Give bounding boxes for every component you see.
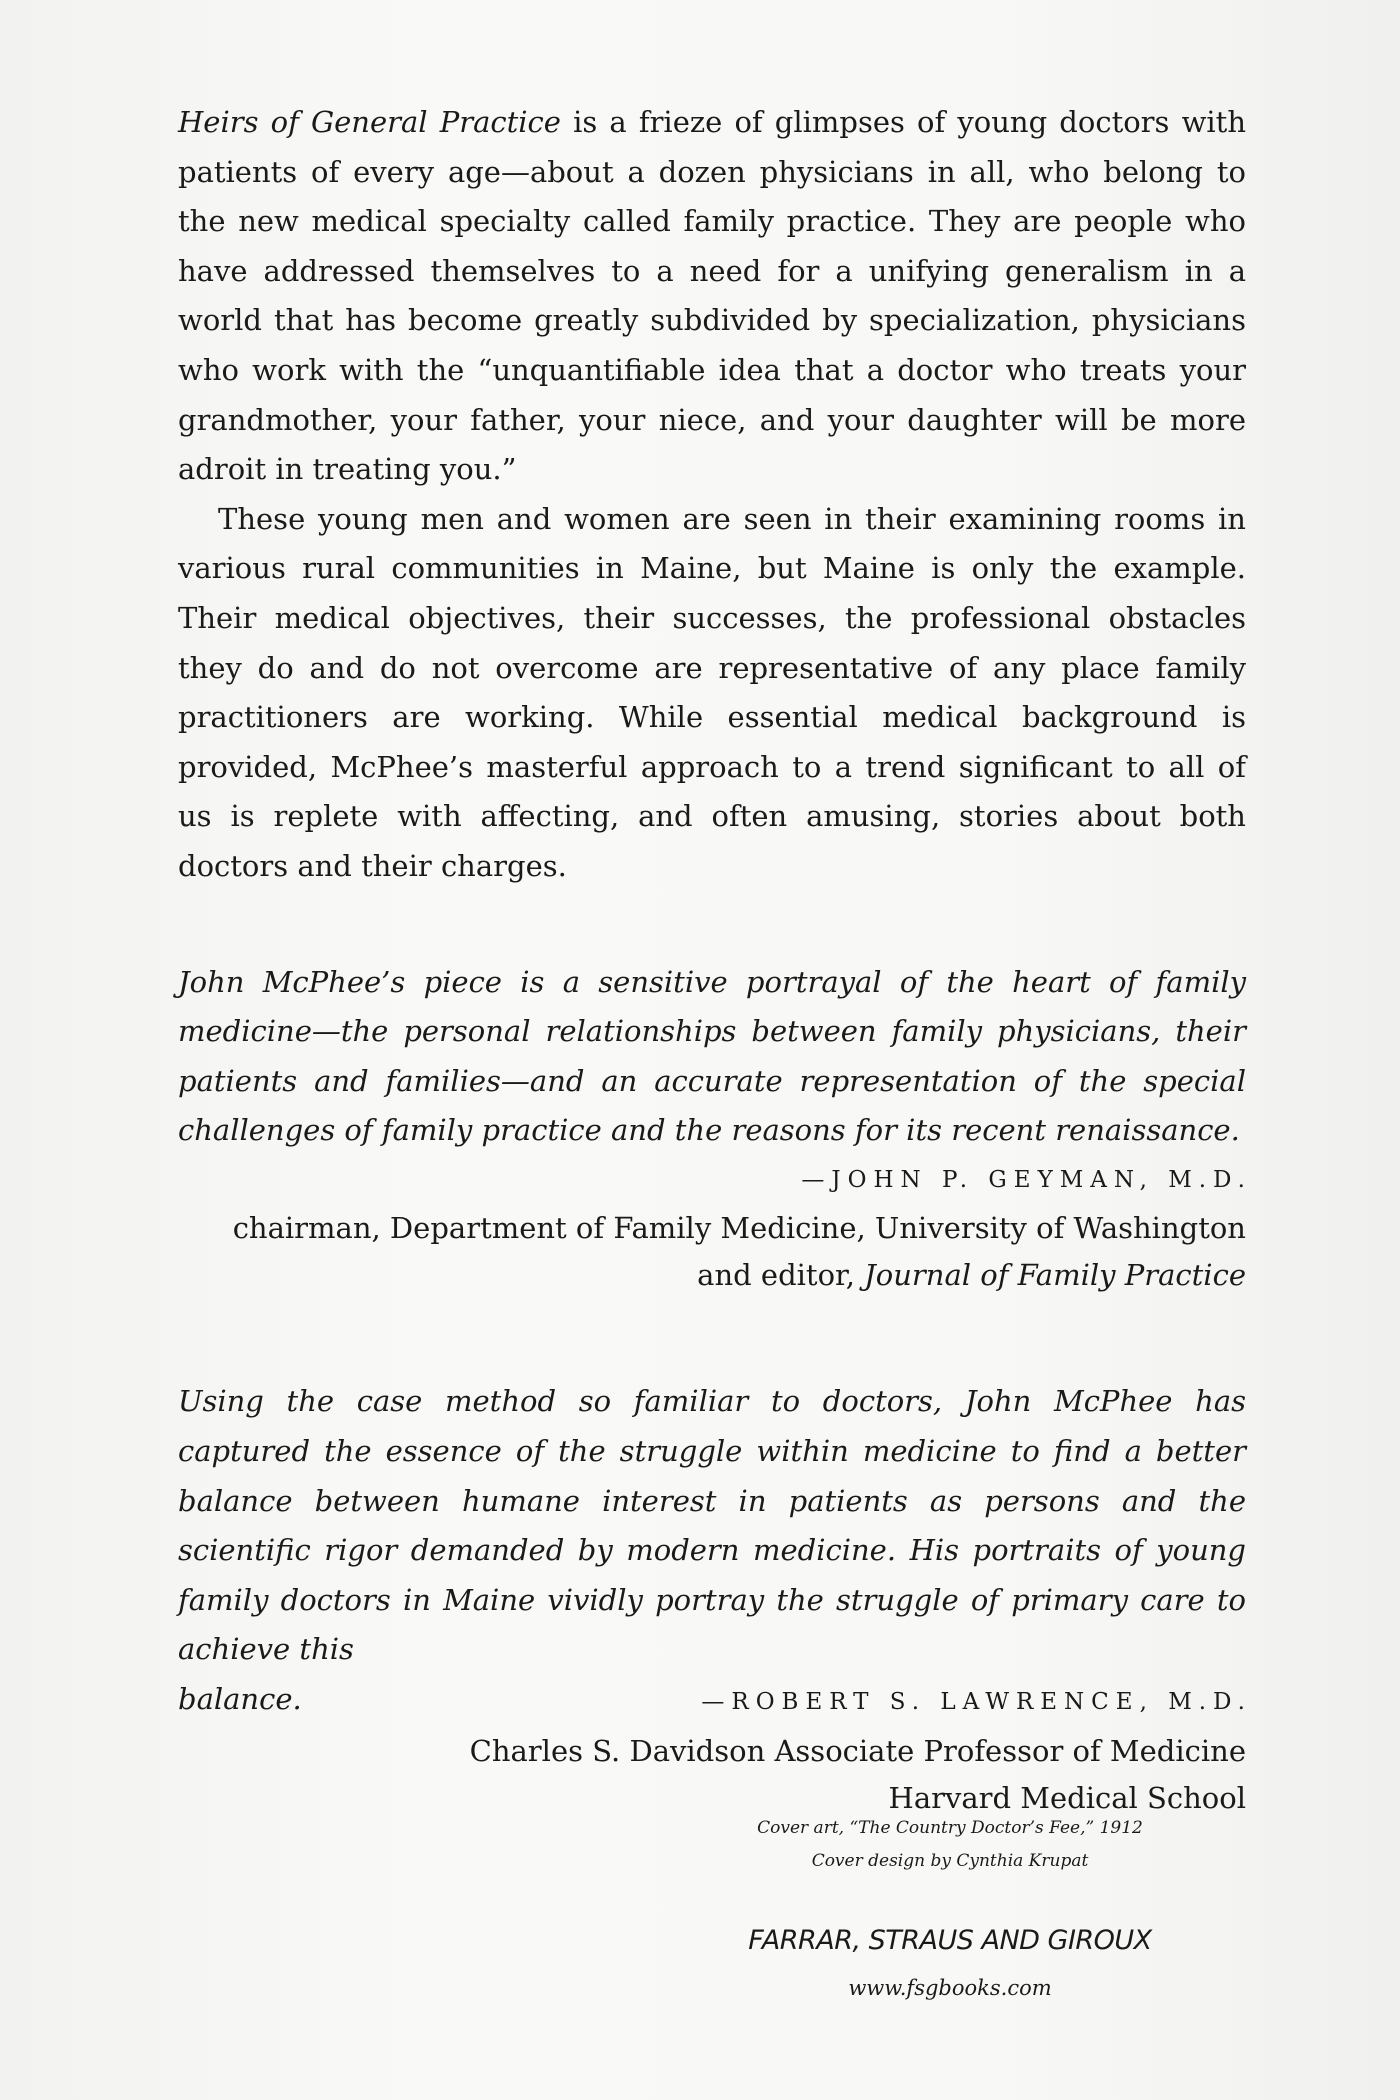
description-paragraph-1 bbox=[178, 98, 1246, 495]
journal-title: Journal of Family Practice bbox=[864, 1258, 1246, 1293]
blurb-affiliation-line-2: Harvard Medical School bbox=[888, 1780, 1246, 1815]
affiliation-prefix: and editor, bbox=[697, 1258, 865, 1293]
description-paragraph-1-text: is a frieze of glimpses of young doctors with patients of every age—about a dozen physicians in all, who belong to the new medical specialty called family practice. They are people who have addressed themselves to a need for a unifying generalism in a world that has become greatly subdivided by specialization, physicians who work with the “unquantifiable idea that a doctor who treats your grandmother, your father, your niece, and your daughter will be more adroit in treating you.” bbox=[178, 105, 1246, 487]
text-column bbox=[178, 98, 1252, 1822]
blurb-attribution: —JOHN P. GEYMAN, M.D. bbox=[801, 1166, 1252, 1193]
blurb-quote: Using the case method so familiar to doctors, John McPhee has captured the essence of the struggle within medicine to find a better balance between humane interest in patients as persons and the scientific rigor demanded by modern medicine. His portraits of young family doctors in Maine vividly portray the struggle of primary care to achieve this bbox=[178, 1384, 1246, 1667]
blurb-attribution: —ROBERT S. LAWRENCE, M.D. bbox=[701, 1689, 1252, 1716]
blurb-affiliation-line-1: Charles S. Davidson Associate Professor of Medicine bbox=[469, 1733, 1246, 1768]
blurb-lawrence bbox=[178, 1377, 1252, 1821]
publisher-name: FARRAR, STRAUS AND GIROUX bbox=[748, 1925, 1152, 1956]
description-paragraph-2: These young men and women are seen in their examining rooms in various rural communities in Maine, but Maine is only the example. Their medical objectives, their successes, the professional obstacles they do and do not overcome are representative of any place family practitioners are working. While essential medical background is provided, McPhee’s masterful approach to a trend significant to all of us is replete with affecting, and often amusing, stories about both doctors and their charges. bbox=[178, 501, 1246, 883]
publisher-website[interactable]: www.fsgbooks.com bbox=[848, 1976, 1052, 2000]
blurb-geyman bbox=[178, 958, 1252, 1300]
cover-credits bbox=[700, 1812, 1200, 1878]
cover-design-credit: Cover design by Cynthia Krupat bbox=[811, 1851, 1089, 1871]
blurb-affiliation-line-1: chairman, Department of Family Medicine, University of Washington bbox=[232, 1211, 1246, 1246]
blurb-affiliation-line-2 bbox=[178, 1252, 1246, 1299]
book-description bbox=[178, 98, 1246, 892]
blurb-quote: John McPhee’s piece is a sensitive portrayal of the heart of family medicine—the personal relationships between family physicians, their patients and families—and an accurate representation of the special challenges of family practice and the reasons for its recent renaissance. bbox=[178, 964, 1246, 1148]
blurb-quote-end: balance. bbox=[178, 1682, 302, 1717]
blurb-final-line bbox=[178, 1675, 1252, 1728]
book-title: Heirs of General Practice bbox=[178, 105, 561, 139]
cover-art-credit: Cover art, “The Country Doctor’s Fee,” 1912 bbox=[757, 1818, 1143, 1838]
